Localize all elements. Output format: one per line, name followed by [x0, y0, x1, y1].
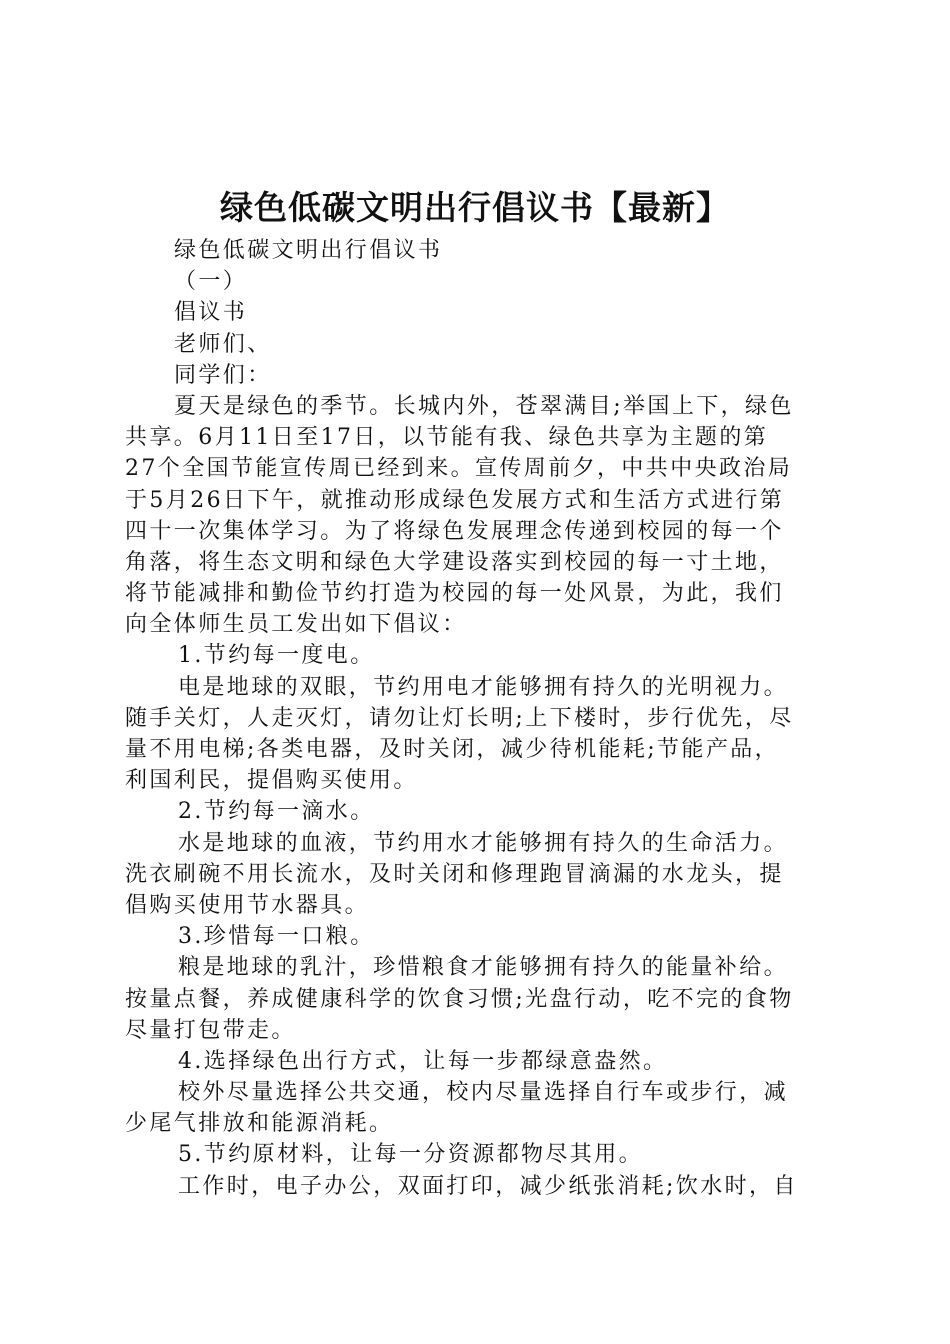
paragraph-line: 27个全国节能宣传周已经到来。宣传周前夕，中共中央政治局 [125, 456, 793, 482]
paragraph-line: 向全体师生员工发出如下倡议： [125, 612, 467, 638]
paragraph-line: 洗衣刷碗不用长流水，及时关闭和修理跑冒滴漏的水龙头，提 [125, 861, 784, 887]
paragraph-line: 粮是地球的乳汁，珍惜粮食才能够拥有持久的能量补给。 [178, 955, 789, 981]
paragraph-line: 电是地球的双眼，节约用电才能够拥有持久的光明视力。 [178, 674, 789, 700]
subtitle-line: 绿色低碳文明出行倡议书 [174, 238, 443, 263]
paragraph-line: 随手关灯，人走灭灯，请勿让灯长明;上下楼时，步行优先，尽 [125, 705, 794, 731]
paragraph-line: 角落，将生态文明和绿色大学建设落实到校园的每一寸土地， [125, 549, 784, 575]
paragraph-line: 利国利民，提倡购买使用。 [125, 768, 418, 794]
list-heading: 5.节约原材料，让每一分资源都物尽其用。 [178, 1142, 643, 1168]
paragraph-line: 量不用电梯;各类电器，及时关闭，减少待机能耗;节能产品， [125, 737, 780, 762]
document-title: 绿色低碳文明出行倡议书【最新】 [220, 188, 730, 227]
salutation-line: 老师们、 [174, 331, 272, 357]
paragraph-line: 四十一次集体学习。为了将绿色发展理念传递到校园的每一个 [125, 518, 784, 544]
list-heading: 4.选择绿色出行方式，让每一步都绿意盎然。 [178, 1048, 668, 1074]
paragraph-line: 按量点餐，养成健康科学的饮食习惯;光盘行动，吃不完的食物 [125, 986, 794, 1012]
section-number: （一） [174, 269, 248, 295]
list-heading: 1.节约每一度电。 [178, 643, 375, 669]
paragraph-line: 尽量打包带走。 [125, 1017, 296, 1043]
paragraph-line: 将节能减排和勤俭节约打造为校园的每一处风景，为此，我们 [125, 581, 784, 607]
paragraph-line: 于5月26日下午，就推动形成绿色发展方式和生活方式进行第 [125, 487, 785, 513]
paragraph-line: 夏天是绿色的季节。长城内外，苍翠满目;举国上下，绿色 [174, 393, 794, 419]
heading-line: 倡议书 [174, 300, 248, 326]
paragraph-line: 工作时，电子办公，双面打印，减少纸张消耗;饮水时，自 [178, 1173, 798, 1199]
paragraph-line: 共享。6月11日至17日，以节能有我、绿色共享为主题的第 [125, 425, 769, 451]
paragraph-line: 校外尽量选择公共交通，校内尽量选择自行车或步行，减 [178, 1080, 789, 1106]
paragraph-line: 少尾气排放和能源消耗。 [125, 1111, 394, 1137]
salutation-line: 同学们： [174, 362, 272, 388]
paragraph-line: 倡购买使用节水器具。 [125, 892, 370, 918]
list-heading: 2.节约每一滴水。 [178, 799, 375, 825]
document-body [125, 235, 831, 1202]
paragraph-line: 水是地球的血液，节约用水才能够拥有持久的生命活力。 [178, 830, 789, 856]
list-heading: 3.珍惜每一口粮。 [178, 924, 375, 950]
